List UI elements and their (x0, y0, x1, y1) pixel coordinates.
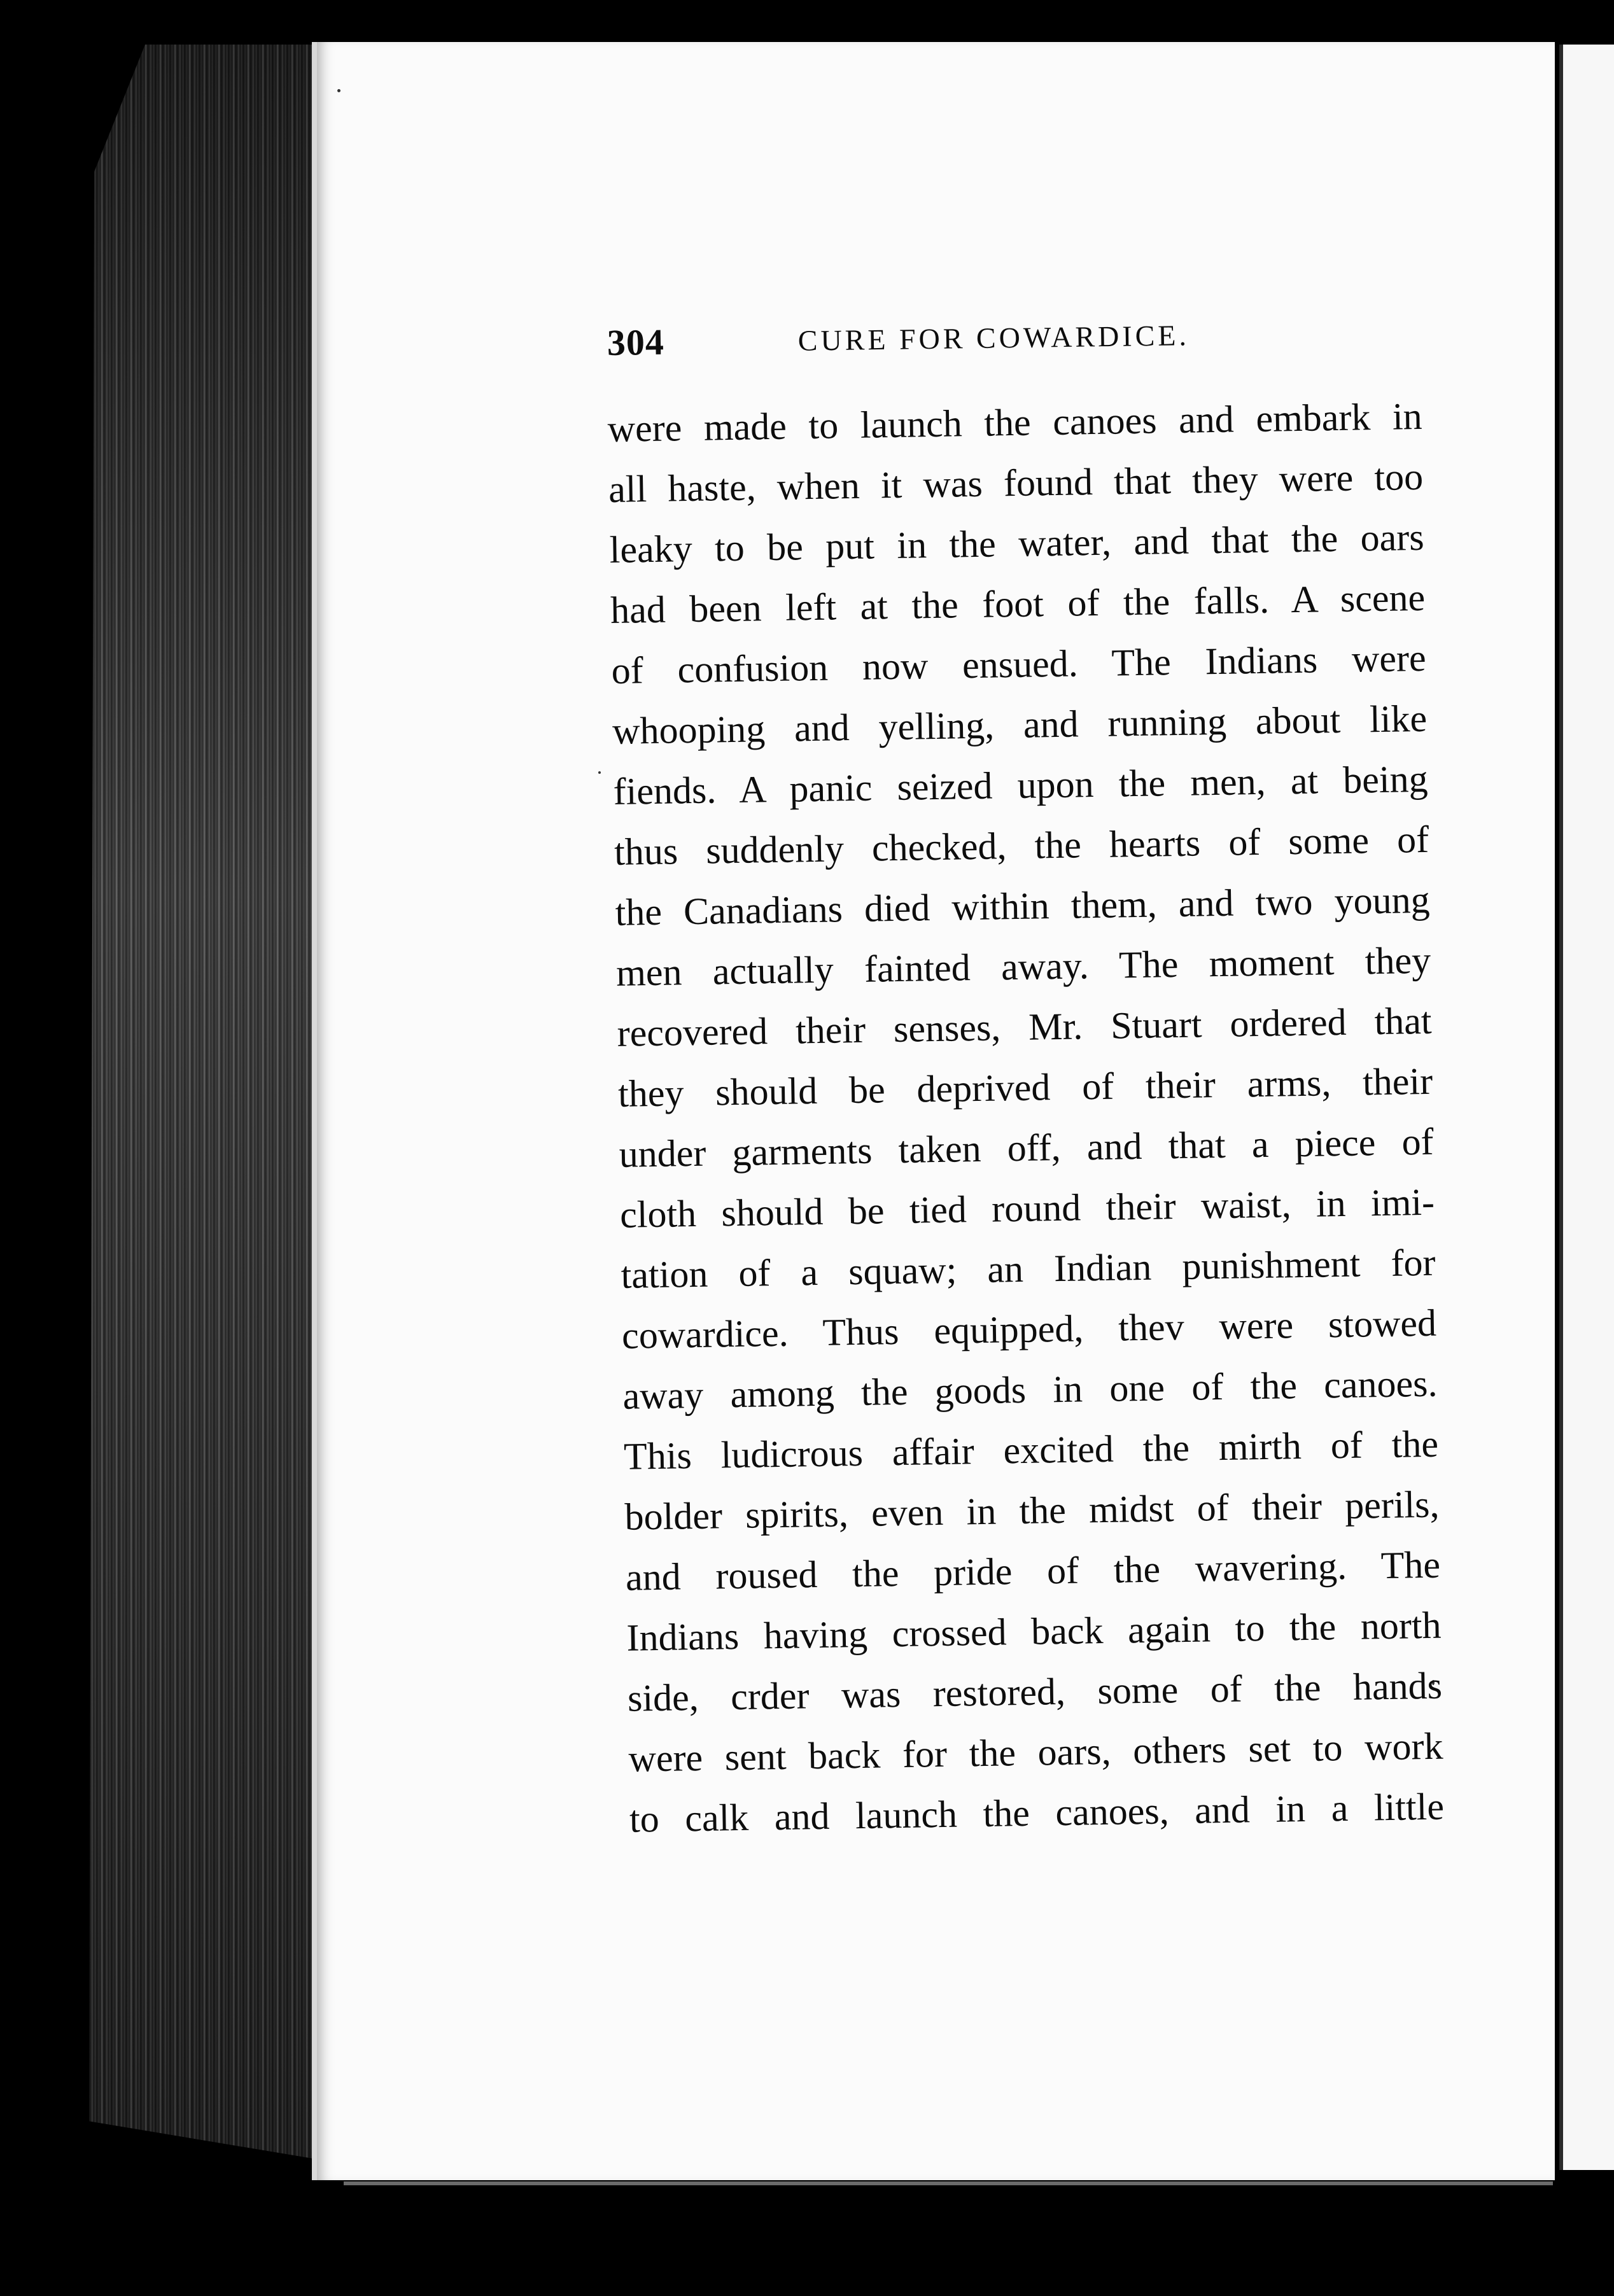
page-bottom-edge (344, 2181, 1553, 2185)
dust-speck (337, 89, 340, 92)
text-line: cloth should be tied round their waist, in imi- (619, 1180, 1435, 1236)
text-line: whooping and yelling, and running about like (612, 697, 1428, 752)
text-line: all haste, when it was found that they were too (608, 455, 1424, 510)
text-line: recovered their senses, Mr. Stuart ordered that (617, 999, 1433, 1054)
text-line: the Canadians died within them, and two young (615, 878, 1431, 934)
body-text (607, 386, 1457, 1850)
text-line: leaky to be put in the water, and that the oars (609, 515, 1425, 571)
text-line: This ludicrous affair excited the mirth of the (623, 1422, 1439, 1478)
running-head (607, 310, 1435, 379)
text-line: side, crder was restored, some of the hands (627, 1664, 1443, 1719)
text-line: under garments taken off, and that a piece of (619, 1120, 1435, 1175)
text-line: tation of a squaw; an Indian punishment for (621, 1241, 1436, 1296)
text-line: were sent back for the oars, others set to work (628, 1725, 1443, 1780)
text-line: they should be deprived of their arms, their (617, 1060, 1433, 1115)
text-line: away among the goods in one of the canoes. (622, 1362, 1438, 1417)
page-edges (89, 45, 344, 2164)
facing-page-edge (1559, 45, 1614, 2170)
text-line: to calk and launch the canoes, and in a little (629, 1785, 1445, 1840)
dust-speck (598, 771, 601, 774)
text-line: Indians having crossed back again to the north (626, 1604, 1442, 1659)
text-line: bolder spirits, even in the midst of their perils, (624, 1483, 1440, 1538)
page-number: 304 (607, 321, 665, 363)
text-line: were made to launch the canoes and embark in (607, 395, 1423, 450)
running-head-title: CURE FOR COWARDICE. (797, 319, 1190, 357)
text-line: fiends. A panic seized upon the men, at being (613, 757, 1429, 813)
text-line: had been left at the foot of the falls. A scene (610, 576, 1426, 631)
text-line: thus suddenly checked, the hearts of some of (614, 818, 1429, 873)
text-line: and roused the pride of the wavering. The (625, 1543, 1441, 1599)
text-line: cowardice. Thus equipped, thev were stowed (621, 1301, 1437, 1357)
text-line: men actually fainted away. The moment they (615, 939, 1431, 994)
text-line: of confusion now ensued. The Indians were (611, 636, 1427, 692)
text-block (607, 319, 1445, 1850)
